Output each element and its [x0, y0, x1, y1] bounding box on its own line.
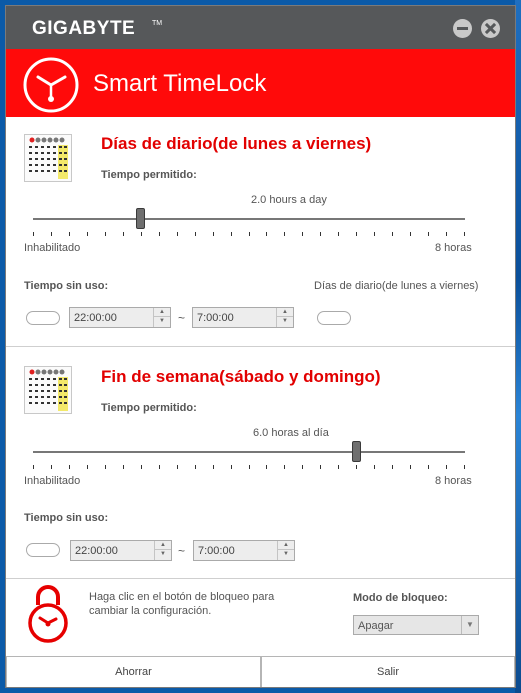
app-title: Smart TimeLock: [93, 70, 267, 97]
slider-tick: [428, 465, 429, 469]
slider-tick: [410, 465, 411, 469]
weekend-slider-thumb[interactable]: [352, 441, 361, 462]
title-bar: [6, 6, 515, 49]
slider-tick: [320, 232, 321, 236]
weekday-right-label: Días de diario(de lunes a viernes): [314, 280, 479, 292]
weekend-slider-track[interactable]: [33, 451, 465, 453]
slider-tick: [123, 232, 124, 236]
slider-tick: [231, 465, 232, 469]
weekend-from-time-value: 22:00:00: [75, 545, 118, 557]
slider-tick: [33, 232, 34, 236]
smart-timelock-window: [5, 5, 516, 688]
slider-tick: [87, 232, 88, 236]
padlock-icon[interactable]: [24, 583, 72, 643]
slider-tick: [356, 465, 357, 469]
slider-tick: [177, 232, 178, 236]
slider-tick: [105, 465, 106, 469]
weekday-unused-label: Tiempo sin uso:: [24, 280, 109, 292]
slider-tick: [105, 232, 106, 236]
weekend-from-time[interactable]: [70, 540, 172, 561]
weekday-from-time[interactable]: [69, 307, 171, 328]
slider-tick: [69, 232, 70, 236]
slider-tick: [428, 232, 429, 236]
calendar-icon: [24, 366, 72, 414]
slider-tick: [302, 465, 303, 469]
lock-hint-line2: cambiar la configuración.: [89, 605, 212, 617]
slider-tick: [320, 465, 321, 469]
slider-tick: [51, 232, 52, 236]
calendar-icon: [24, 134, 72, 182]
down-arrow-icon[interactable]: ▼: [159, 318, 165, 324]
brand-logo: GIGABYTE: [32, 18, 136, 39]
weekday-slider-ticks: [33, 232, 465, 236]
slider-tick: [338, 232, 339, 236]
weekday-allowed-label: Tiempo permitido:: [101, 169, 197, 181]
slider-tick: [266, 465, 267, 469]
weekend-slider-min-label: Inhabilitado: [24, 475, 81, 487]
up-arrow-icon[interactable]: ▲: [277, 308, 293, 317]
slider-tick: [284, 465, 285, 469]
slider-tick: [87, 465, 88, 469]
section-divider: [6, 578, 515, 579]
down-arrow-icon[interactable]: ▼: [282, 318, 288, 324]
slider-tick: [446, 232, 447, 236]
slider-tick: [410, 232, 411, 236]
slider-tick: [338, 465, 339, 469]
up-arrow-icon[interactable]: ▲: [154, 308, 170, 317]
brand-trademark: TM: [152, 20, 163, 27]
slider-tick: [141, 232, 142, 236]
weekday-slider-max-label: 8 horas: [435, 242, 472, 254]
up-arrow-icon[interactable]: ▲: [278, 541, 294, 550]
slider-tick: [51, 465, 52, 469]
weekend-to-time[interactable]: [193, 540, 295, 561]
lock-mode-select[interactable]: [353, 615, 479, 635]
chevron-down-icon[interactable]: ▼: [461, 616, 478, 634]
weekend-slider-ticks: [33, 465, 465, 469]
slider-tick: [195, 232, 196, 236]
app-header: [6, 49, 515, 117]
weekday-from-time-value: 22:00:00: [74, 312, 117, 324]
weekend-slider-max-label: 8 horas: [435, 475, 472, 487]
slider-tick: [195, 465, 196, 469]
lock-mode-value: Apagar: [358, 620, 394, 632]
weekday-unused-toggle[interactable]: [26, 311, 60, 325]
weekday-slider-track[interactable]: [33, 218, 465, 220]
clock-icon: [21, 55, 81, 115]
up-arrow-icon[interactable]: ▲: [155, 541, 171, 550]
weekend-to-time-value: 7:00:00: [198, 545, 235, 557]
slider-tick: [231, 232, 232, 236]
slider-tick: [249, 465, 250, 469]
minimize-icon[interactable]: [453, 19, 472, 38]
slider-tick: [392, 232, 393, 236]
weekend-allowed-label: Tiempo permitido:: [101, 402, 197, 414]
slider-tick: [302, 232, 303, 236]
slider-tick: [356, 232, 357, 236]
weekday-to-time[interactable]: [192, 307, 294, 328]
slider-tick: [159, 232, 160, 236]
slider-tick: [69, 465, 70, 469]
time-separator: ~: [178, 311, 186, 325]
down-arrow-icon[interactable]: ▼: [160, 551, 166, 557]
save-button[interactable]: Ahorrar: [6, 656, 261, 688]
slider-tick: [392, 465, 393, 469]
slider-tick: [33, 465, 34, 469]
slider-tick: [249, 232, 250, 236]
weekday-slider-min-label: Inhabilitado: [24, 242, 81, 254]
close-icon[interactable]: [481, 19, 500, 38]
section-divider: [6, 346, 515, 347]
lock-mode-label: Modo de bloqueo:: [353, 592, 448, 604]
slider-tick: [213, 232, 214, 236]
weekday-section-title: Días de diario(de lunes a viernes): [101, 134, 372, 153]
time-separator: ~: [178, 544, 186, 558]
exit-button[interactable]: Salir: [261, 656, 515, 688]
slider-tick: [177, 465, 178, 469]
slider-tick: [213, 465, 214, 469]
slider-tick: [464, 232, 465, 236]
slider-tick: [284, 232, 285, 236]
weekend-unused-label: Tiempo sin uso:: [24, 512, 109, 524]
weekday-right-toggle[interactable]: [317, 311, 351, 325]
weekend-section-title: Fin de semana(sábado y domingo): [101, 367, 381, 386]
slider-tick: [464, 465, 465, 469]
slider-tick: [374, 465, 375, 469]
slider-tick: [141, 465, 142, 469]
slider-tick: [159, 465, 160, 469]
slider-tick: [123, 465, 124, 469]
weekend-slider-value: 6.0 horas al día: [253, 427, 329, 439]
weekday-slider-value: 2.0 hours a day: [251, 194, 327, 206]
weekend-unused-toggle[interactable]: [26, 543, 60, 557]
slider-tick: [266, 232, 267, 236]
down-arrow-icon[interactable]: ▼: [283, 551, 289, 557]
slider-tick: [374, 232, 375, 236]
weekday-to-time-value: 7:00:00: [197, 312, 234, 324]
lock-hint-line1: Haga clic en el botón de bloqueo para: [89, 591, 275, 603]
weekday-slider-thumb[interactable]: [136, 208, 145, 229]
slider-tick: [446, 465, 447, 469]
